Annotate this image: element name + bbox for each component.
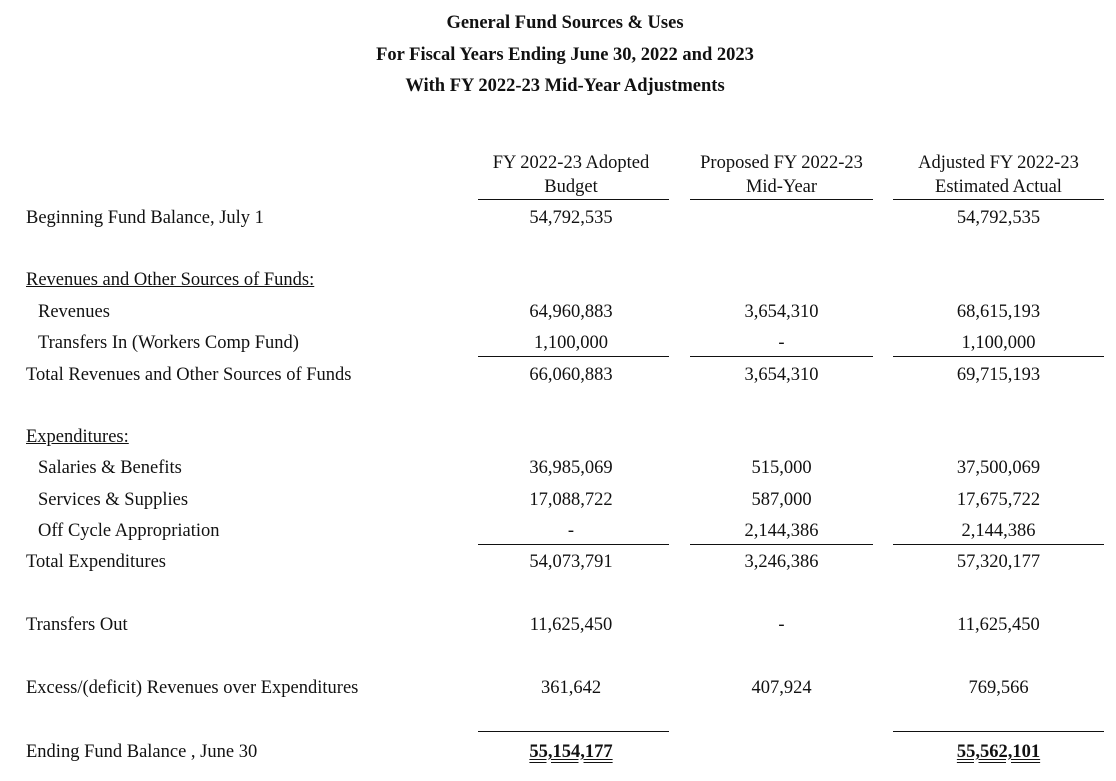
cell-transfers-in-col3: 1,100,000 bbox=[961, 333, 1036, 353]
cell-services-col3: 17,675,722 bbox=[956, 490, 1041, 510]
column-header-adopted-budget bbox=[478, 151, 664, 199]
cell-transfers-out-col1: 11,625,450 bbox=[529, 615, 613, 635]
column-header-line: FY 2022-23 Adopted bbox=[492, 153, 650, 173]
cell-off-cycle-col3: 2,144,386 bbox=[961, 521, 1036, 541]
cell-total-revenues-col3: 69,715,193 bbox=[956, 365, 1041, 385]
row-label-off-cycle: Off Cycle Appropriation bbox=[38, 521, 220, 541]
subtotal-rule bbox=[690, 356, 873, 357]
row-label-ending-balance: Ending Fund Balance , June 30 bbox=[26, 742, 258, 762]
subtotal-rule bbox=[893, 356, 1104, 357]
column-header-line: Estimated Actual bbox=[935, 177, 1062, 197]
cell-excess-col1: 361,642 bbox=[540, 678, 602, 698]
cell-ending-col1 bbox=[478, 742, 664, 763]
row-label-transfers-out: Transfers Out bbox=[26, 615, 128, 635]
report-subtitle-adjustments: With FY 2022-23 Mid-Year Adjustments bbox=[405, 76, 725, 96]
section-heading-revenues: Revenues and Other Sources of Funds: bbox=[26, 270, 315, 290]
row-label-salaries: Salaries & Benefits bbox=[38, 458, 182, 478]
row-label-revenues: Revenues bbox=[38, 302, 110, 322]
row-label-excess-deficit: Excess/(deficit) Revenues over Expenditures bbox=[26, 678, 359, 698]
cell-revenues-col1: 64,960,883 bbox=[529, 302, 613, 322]
cell-total-expenditures-col2: 3,246,386 bbox=[744, 552, 819, 572]
subtotal-rule bbox=[478, 544, 669, 545]
subtotal-rule bbox=[478, 356, 669, 357]
row-label-total-revenues: Total Revenues and Other Sources of Funds bbox=[26, 365, 352, 385]
row-label-services: Services & Supplies bbox=[38, 490, 189, 510]
cell-salaries-col1: 36,985,069 bbox=[529, 458, 613, 478]
column-header-line: Proposed FY 2022-23 bbox=[700, 153, 863, 173]
cell-transfers-out-col2: - bbox=[778, 615, 785, 635]
cell-off-cycle-col1: - bbox=[567, 521, 575, 541]
header-rule bbox=[893, 199, 1104, 200]
cell-total-revenues-col1: 66,060,883 bbox=[529, 365, 613, 385]
row-label-transfers-in: Transfers In (Workers Comp Fund) bbox=[38, 333, 299, 353]
ending-balance-value: 55,562,101 bbox=[956, 742, 1041, 762]
total-rule bbox=[893, 731, 1104, 732]
row-label-total-expenditures: Total Expenditures bbox=[26, 552, 166, 572]
report-subtitle: For Fiscal Years Ending June 30, 2022 and 2023 bbox=[376, 45, 754, 65]
cell-transfers-in-col1: 1,100,000 bbox=[534, 333, 608, 353]
cell-transfers-out-col3: 11,625,450 bbox=[957, 615, 1040, 635]
column-header-mid-year bbox=[690, 151, 873, 199]
cell-off-cycle-col2: 2,144,386 bbox=[744, 521, 819, 541]
subtotal-rule bbox=[690, 544, 873, 545]
cell-beginning-col3: 54,792,535 bbox=[956, 208, 1041, 228]
total-rule bbox=[478, 731, 669, 732]
cell-total-expenditures-col1: 54,073,791 bbox=[529, 552, 613, 572]
cell-total-revenues-col2: 3,654,310 bbox=[744, 365, 819, 385]
header-rule bbox=[478, 199, 669, 200]
report-title: General Fund Sources & Uses bbox=[446, 13, 684, 33]
column-header-line: Adjusted FY 2022-23 bbox=[918, 153, 1079, 173]
column-header-line: Budget bbox=[544, 177, 598, 197]
cell-transfers-in-col2: - bbox=[778, 333, 785, 353]
cell-salaries-col2: 515,000 bbox=[751, 458, 812, 478]
cell-revenues-col3: 68,615,193 bbox=[956, 302, 1041, 322]
cell-total-expenditures-col3: 57,320,177 bbox=[956, 552, 1041, 572]
subtotal-rule bbox=[893, 544, 1104, 545]
cell-beginning-col1: 54,792,535 bbox=[529, 208, 613, 228]
cell-excess-col3: 769,566 bbox=[968, 678, 1029, 698]
cell-services-col2: 587,000 bbox=[751, 490, 812, 510]
header-rule bbox=[690, 199, 873, 200]
cell-ending-col3 bbox=[893, 742, 1104, 763]
ending-balance-value: 55,154,177 bbox=[529, 742, 613, 762]
column-header-line: Mid-Year bbox=[745, 177, 818, 197]
row-label-beginning-balance: Beginning Fund Balance, July 1 bbox=[26, 208, 264, 228]
cell-services-col1: 17,088,722 bbox=[529, 490, 613, 510]
cell-excess-col2: 407,924 bbox=[751, 678, 812, 698]
cell-salaries-col3: 37,500,069 bbox=[956, 458, 1041, 478]
column-header-estimated-actual bbox=[893, 151, 1104, 199]
cell-revenues-col2: 3,654,310 bbox=[744, 302, 819, 322]
section-heading-expenditures: Expenditures: bbox=[26, 427, 129, 447]
